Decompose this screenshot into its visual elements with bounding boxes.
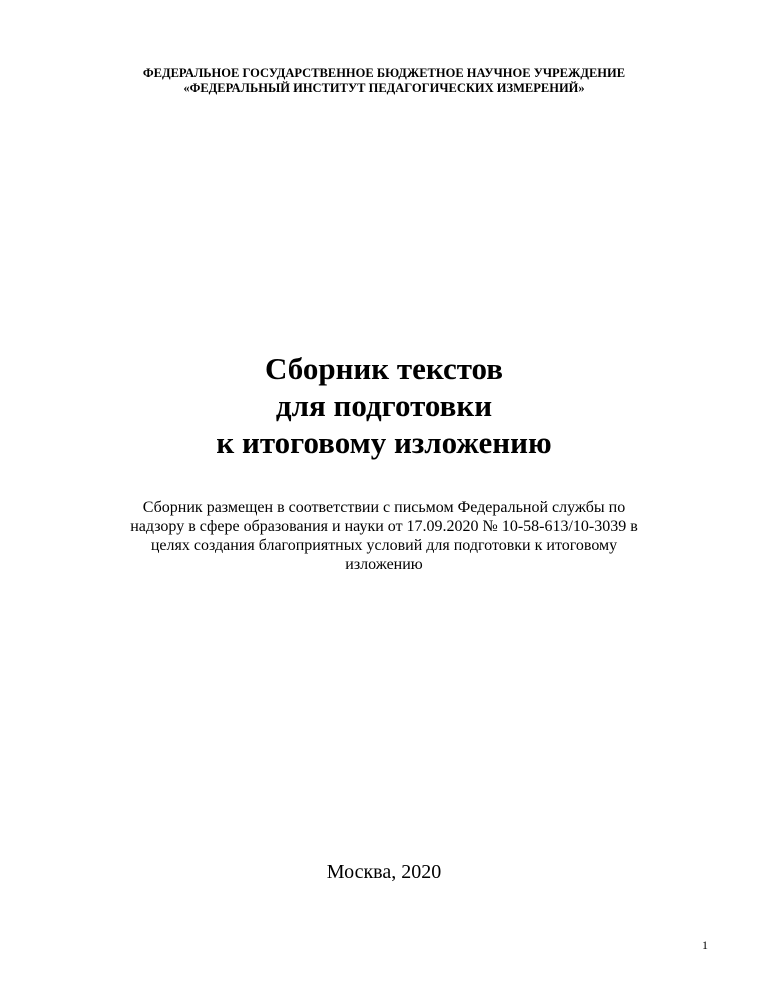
document-title [0, 350, 768, 461]
title-line-1: Сборник текстов [264, 351, 504, 386]
title-line-3: к итоговому изложению [216, 425, 552, 460]
description-line-4: изложению [345, 556, 423, 573]
description-line-2: надзору в сфере образования и науки от 17.09.2020 № 10-58-613/10-3039 в [130, 518, 638, 535]
description-line-1: Сборник размещен в соответствии с письмом Федеральной службы по [142, 499, 626, 516]
organization-name-line2: «ФЕДЕРАЛЬНЫЙ ИНСТИТУТ ПЕДАГОГИЧЕСКИХ ИЗМЕРЕНИЙ» [183, 81, 585, 95]
page-number: 1 [702, 938, 708, 952]
document-description [110, 498, 658, 574]
city-year: Москва, 2020 [326, 861, 442, 883]
organization-name-line1: ФЕДЕРАЛЬНОЕ ГОСУДАРСТВЕННОЕ БЮДЖЕТНОЕ НАУЧНОЕ УЧРЕЖДЕНИЕ [142, 66, 626, 80]
title-line-2: для подготовки [275, 388, 493, 423]
description-line-3: целях создания благоприятных условий для подготовки к итоговому [150, 537, 618, 554]
